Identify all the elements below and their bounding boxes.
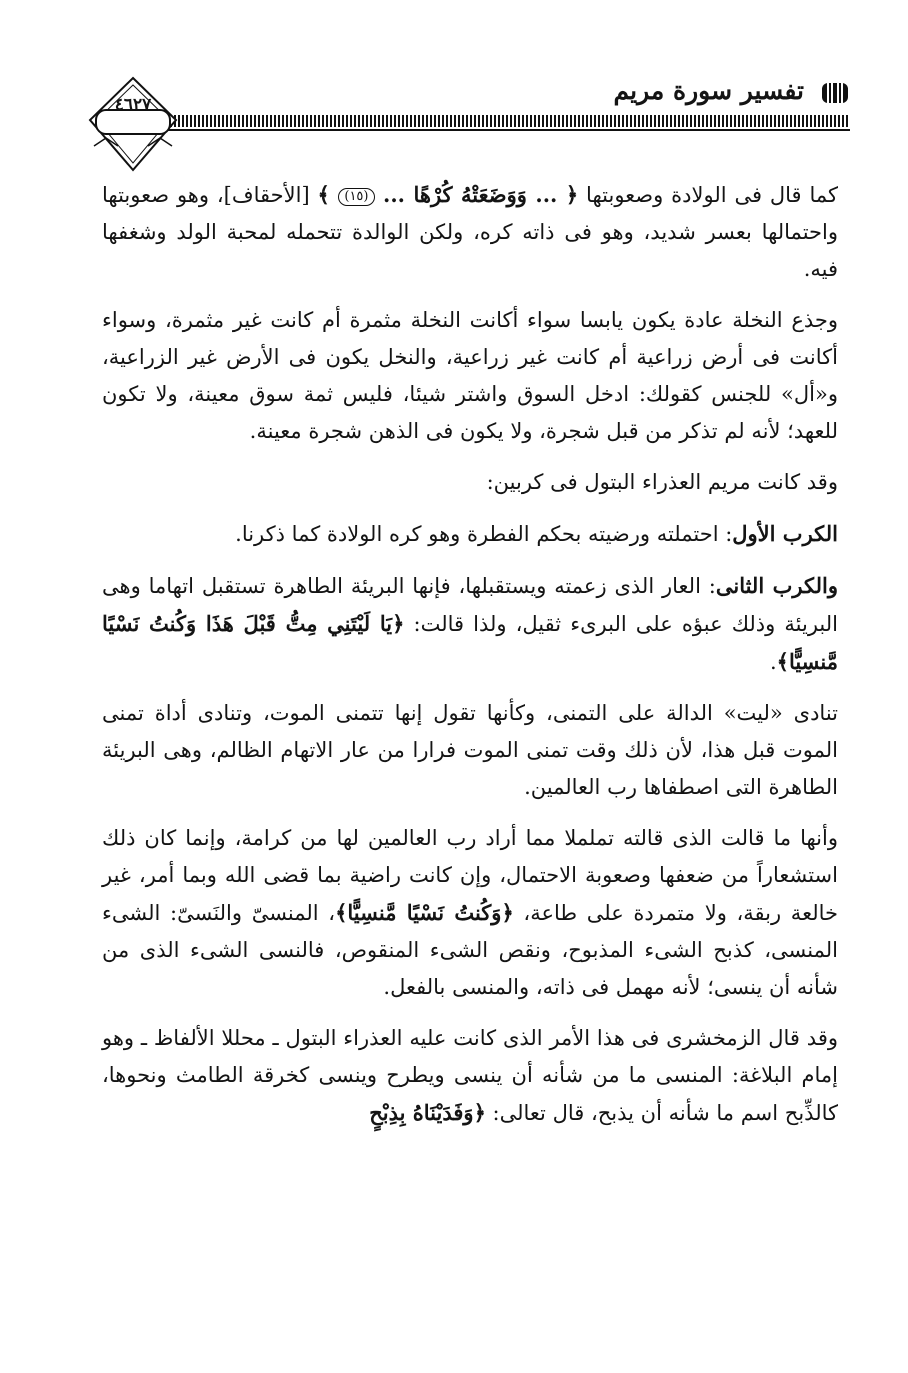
page-number-badge xyxy=(88,76,178,172)
text-run: وأنها ما قالت الذى قالته تململا مما أراد رب العالمين لها من كرامة، وإنما كان ذلك استشعاراً من ضعفها وصعوبة الاحتمال، وإن كانت راضية بما قضى الله وبما أمر، غير خالعة ربقة، ولا متمردة على طاعة، xyxy=(102,826,838,925)
paragraph xyxy=(102,567,838,681)
paragraph xyxy=(102,302,838,450)
text-run: . xyxy=(769,650,777,674)
page-number: ٤٦٢٧ xyxy=(114,95,152,115)
paragraph xyxy=(102,820,838,1006)
text-run: كما قال فى الولادة وصعوبتها xyxy=(578,183,838,207)
text-run: : العار الذى زعمته ويستقبلها، فإنها البريئة الطاهرة تستقبل اتهاما وهى البريئة وذلك عبؤه على البرىء ثقيل، ولذا قالت: xyxy=(102,574,838,636)
text-run: وجذع النخلة عادة يكون يابسا سواء أكانت النخلة مثمرة أم كانت غير مثمرة، وسواء أكانت فى أرض زراعية أم كانت غير زراعية، والنخل يكون فى الأرض غير الزراعية، و«أل» للجنس كقولك: ادخل السوق واشتر شيئا، فليس ثمة سوق معينة، ولا تكون للعهد؛ لأنه لم تذكر من قبل شجرة، ولا يكون فى الذهن شجرة معينة. xyxy=(102,308,838,443)
quran-verse: ﴿يَا لَيْتَنِي مِتُّ قَبْلَ هَذَا وَكُنتُ نَسْيًا مَّنسِيًّا﴾ xyxy=(102,611,838,674)
ayah-number-marker: (١٥) xyxy=(338,188,374,206)
paragraph xyxy=(102,464,838,501)
paragraph xyxy=(102,695,838,806)
text-run: [الأحقاف]، وهو صعوبتها واحتمالها بعسر شديد، وهو فى ذاته كره، ولكن الوالدة تتحمله لمحبة الولد وشغفها فيه. xyxy=(102,183,838,281)
quran-verse: ﴿وَفَدَيْنَاهُ بِذِبْحٍ xyxy=(369,1100,486,1125)
text-run: ، المنسىّ والنَسىّ: الشىء المنسى، كذبح الشىء المذبوح، ونقص الشىء المنقوص، فالنسى الشىء الذى من شأنه أن ينسى؛ لأنه مهمل فى ذاته، والمنسى بالفعل. xyxy=(102,901,838,999)
text-run: : احتملته ورضيته بحكم الفطرة وهو كره الولادة كما ذكرنا. xyxy=(235,522,733,546)
page-body xyxy=(102,176,838,1146)
quran-verse: ﴿وَكُنتُ نَسْيًا مَّنسِيًّا﴾ xyxy=(335,900,514,925)
quran-verse: ﴿ ... وَوَضَعَتْهُ كُرْهًا ... xyxy=(374,182,579,207)
lead-term: والكرب الثانى xyxy=(715,573,838,598)
running-title: تفسير سورة مريم xyxy=(613,76,804,105)
lead-term: الكرب الأول xyxy=(732,521,838,546)
quran-verse: ﴾ xyxy=(317,182,339,207)
book-ornament-icon xyxy=(820,80,850,106)
paragraph xyxy=(102,1020,838,1132)
text-run: وقد كانت مريم العذراء البتول فى كربين: xyxy=(486,470,838,494)
paragraph xyxy=(102,515,838,553)
header-rule xyxy=(166,115,850,127)
paragraph xyxy=(102,176,838,288)
page-header xyxy=(88,62,850,172)
text-run: وقد قال الزمخشرى فى هذا الأمر الذى كانت عليه العذراء البتول ـ محللا الألفاظ ـ وهو إمام البلاغة: المنسى ما من شأنه أن ينسى ويطرح وينسى كخرقة الطامث ونحوها، كالذِّبح اسم ما شأنه أن يذبح، قال تعالى: xyxy=(102,1026,838,1125)
text-run: تنادى «ليت» الدالة على التمنى، وكأنها تقول إنها تتمنى الموت، وتنادى أداة تمنى الموت قبل هذا، لأن ذلك وقت تمنى الموت فرارا من عار الاتهام الظالم، وهى البريئة الطاهرة التى اصطفاها رب العالمين. xyxy=(102,701,838,799)
